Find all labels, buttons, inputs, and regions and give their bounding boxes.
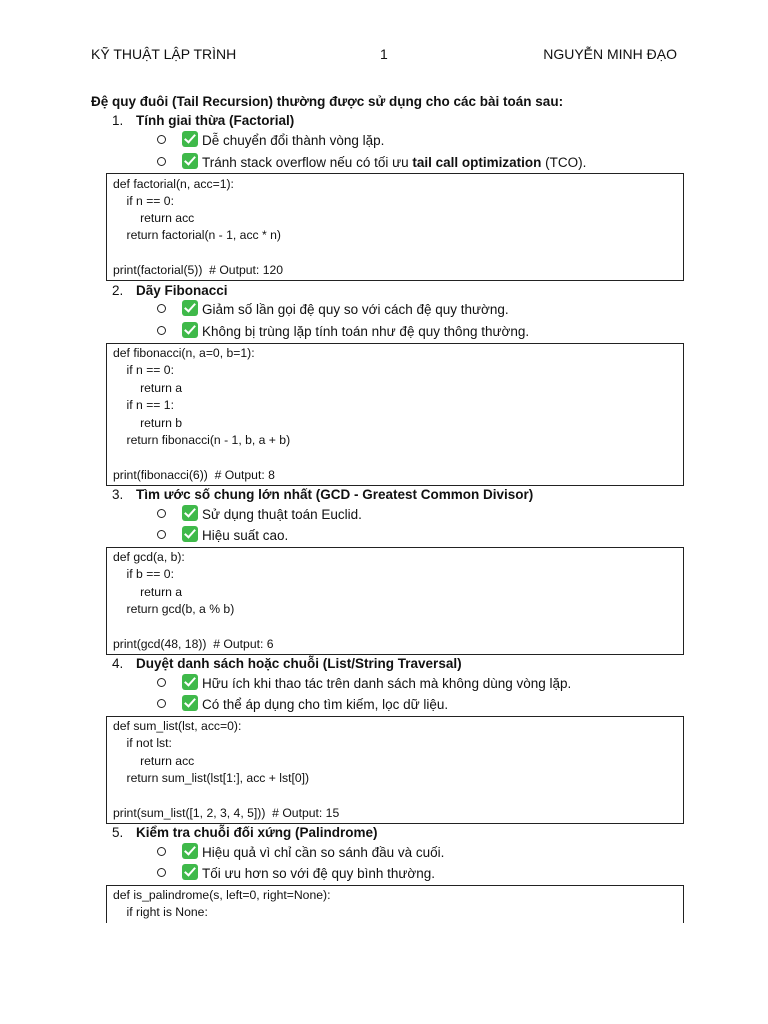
code-block: [106, 173, 684, 281]
list-item: Hữu ích khi thao tác trên danh sách mà không dùng vòng lặp.: [157, 676, 571, 694]
code-line: if not lst:: [113, 736, 172, 750]
code-line: if n == 0:: [113, 194, 174, 208]
section-title: [112, 283, 228, 298]
section-number: 5.: [112, 825, 124, 840]
code-block: [106, 547, 684, 655]
code-line: if right is None:: [113, 905, 208, 919]
section-title-text: Dãy Fibonacci: [136, 283, 228, 298]
hollow-circle-icon: [157, 304, 166, 313]
list-item: Tránh stack overflow nếu có tối ưu tail call optimization (TCO).: [157, 155, 586, 173]
code-line: def factorial(n, acc=1):: [113, 177, 234, 191]
section-title: [112, 656, 462, 671]
code-block: [106, 716, 684, 824]
code-line: def fibonacci(n, a=0, b=1):: [113, 346, 255, 360]
hollow-circle-icon: [157, 699, 166, 708]
check-mark-icon: [182, 843, 198, 859]
hollow-circle-icon: [157, 678, 166, 687]
check-mark-icon: [182, 300, 198, 316]
section-title-text: Tính giai thừa (Factorial): [136, 113, 295, 128]
section-title: [112, 825, 378, 840]
section-title-text: Tìm ước số chung lớn nhất (GCD - Greatest Common Divisor): [136, 487, 534, 502]
hollow-circle-icon: [157, 847, 166, 856]
code-block: [106, 885, 684, 923]
section-title: [112, 113, 294, 128]
code-block: [106, 343, 684, 486]
section-number: 4.: [112, 656, 124, 671]
hollow-circle-icon: [157, 530, 166, 539]
hollow-circle-icon: [157, 509, 166, 518]
check-mark-icon: [182, 695, 198, 711]
section-number: 2.: [112, 283, 124, 298]
code-line: return a: [113, 381, 183, 395]
check-mark-icon: [182, 322, 198, 338]
list-item: Dễ chuyển đổi thành vòng lặp.: [157, 133, 384, 151]
list-item: Hiệu suất cao.: [157, 528, 288, 546]
code-line: return factorial(n - 1, acc * n): [113, 228, 281, 242]
check-mark-icon: [182, 526, 198, 542]
section-title-text: Duyệt danh sách hoặc chuỗi (List/String Traversal): [136, 656, 462, 671]
list-item: Tối ưu hơn so với đệ quy bình thường.: [157, 866, 435, 884]
hollow-circle-icon: [157, 326, 166, 335]
list-item: Có thể áp dụng cho tìm kiếm, lọc dữ liệu.: [157, 697, 448, 715]
code-line: print(sum_list([1, 2, 3, 4, 5])) # Output: 15: [113, 806, 340, 820]
code-line: return fibonacci(n - 1, b, a + b): [113, 433, 291, 447]
code-line: def gcd(a, b):: [113, 550, 185, 564]
header-left: KỸ THUẬT LẬP TRÌNH: [91, 46, 237, 62]
check-mark-icon: [182, 674, 198, 690]
section-title-text: Kiểm tra chuỗi đối xứng (Palindrome): [136, 825, 378, 840]
check-mark-icon: [182, 864, 198, 880]
page-number: 1: [380, 46, 388, 62]
check-mark-icon: [182, 153, 198, 169]
intro-heading: Đệ quy đuôi (Tail Recursion) thường được sử dụng cho các bài toán sau:: [91, 94, 564, 109]
code-line: return sum_list(lst[1:], acc + lst[0]): [113, 771, 310, 785]
check-mark-icon: [182, 505, 198, 521]
check-mark-icon: [182, 131, 198, 147]
section-number: 3.: [112, 487, 124, 502]
hollow-circle-icon: [157, 157, 166, 166]
hollow-circle-icon: [157, 135, 166, 144]
code-line: if n == 1:: [113, 398, 174, 412]
code-line: return acc: [113, 754, 195, 768]
code-line: print(factorial(5)) # Output: 120: [113, 263, 284, 277]
section-title: [112, 487, 533, 502]
code-line: return b: [113, 416, 183, 430]
list-item: Sử dụng thuật toán Euclid.: [157, 507, 362, 525]
header-right: NGUYỄN MINH ĐẠO: [543, 46, 677, 62]
code-line: return gcd(b, a % b): [113, 602, 235, 616]
code-line: if b == 0:: [113, 567, 174, 581]
code-line: print(fibonacci(6)) # Output: 8: [113, 468, 275, 482]
list-item: Hiệu quả vì chỉ cần so sánh đầu và cuối.: [157, 845, 444, 863]
list-item: Giảm số lần gọi đệ quy so với cách đệ quy thường.: [157, 302, 509, 320]
code-line: if n == 0:: [113, 363, 174, 377]
list-item: Không bị trùng lặp tính toán như đệ quy thông thường.: [157, 324, 529, 342]
section-number: 1.: [112, 113, 124, 128]
code-line: return acc: [113, 211, 195, 225]
code-line: return a: [113, 585, 183, 599]
code-line: def is_palindrome(s, left=0, right=None):: [113, 888, 331, 902]
code-line: print(gcd(48, 18)) # Output: 6: [113, 637, 274, 651]
code-line: def sum_list(lst, acc=0):: [113, 719, 242, 733]
hollow-circle-icon: [157, 868, 166, 877]
